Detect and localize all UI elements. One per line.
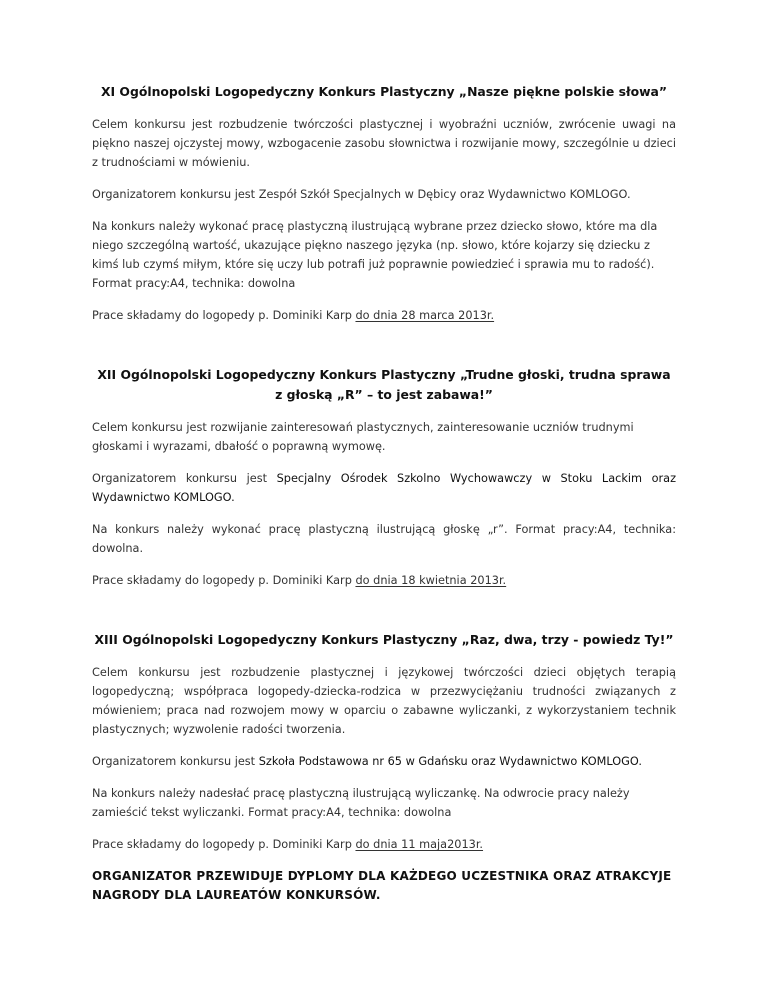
organizer-prefix: Organizatorem konkursu jest (92, 755, 259, 768)
section-goal: Celem konkursu jest rozbudzenie plastycznej i językowej twórczości dzieci objętych terapią logopedyczną; współpraca logopedy-dziecka-rodzica w przezwyciężaniu trudności związanych z mówieniem; praca nad rozwojem mowy w oparciu o zabawne wyliczanki, z wykorzystaniem technik plastycznych; wyzwolenie radości tworzenia. (92, 666, 676, 736)
section-task: Na konkurs należy nadesłać pracę plastyczną ilustrującą wyliczankę. Na odwrocie pracy należy zamieścić tekst wyliczanki. Format pracy:A4, technika: dowolna (92, 787, 630, 819)
submission-text: Prace składamy do logopedy p. Dominiki Karp (92, 838, 356, 851)
section-organizer (92, 752, 676, 771)
organizer-name: Specjalny Ośrodek Szkolno Wychowawczy w Stoku Lackim oraz Wydawnictwo KOMLOGO. (92, 472, 676, 504)
section-organizer (92, 469, 676, 507)
deadline: do dnia 11 maja2013r. (355, 838, 484, 851)
organizer-name: Zespół Szkół Specjalnych w Dębicy oraz Wydawnictwo KOMLOGO. (258, 188, 631, 201)
submission-text: Prace składamy do logopedy p. Dominiki Karp (92, 309, 356, 322)
deadline: do dnia 18 kwietnia 2013r. (355, 574, 507, 587)
section-title: XI Ogólnopolski Logopedyczny Konkurs Plastyczny „Nasze piękne polskie słowa” (100, 84, 668, 99)
section-task: Na konkurs należy wykonać pracę plastyczną ilustrującą głoskę „r”. Format pracy:A4, technika: dowolna. (92, 523, 676, 555)
organizer-name: Szkoła Podstawowa nr 65 w Gdańsku oraz Wydawnictwo KOMLOGO. (258, 755, 642, 768)
section-submission (92, 835, 676, 854)
section-title: XII Ogólnopolski Logopedyczny Konkurs Plastyczny „Trudne głoski, trudna sprawa z głoską „R” – to jest zabawa!” (97, 367, 671, 402)
closing-announcement: ORGANIZATOR PRZEWIDUJE DYPLOMY DLA KAŻDEGO UCZESTNIKA ORAZ ATRAKCYJE NAGRODY DLA LAUREATÓW KONKURSÓW. (92, 869, 672, 902)
organizer-prefix: Organizatorem konkursu jest (92, 472, 277, 485)
contest-section-xiii (92, 630, 676, 854)
section-spacer (92, 603, 676, 630)
deadline: do dnia 28 marca 2013r. (355, 309, 495, 322)
section-goal: Celem konkursu jest rozwijanie zainteresowań plastycznych, zainteresowanie uczniów trudnymi głoskami i wyrazami, dbałość o poprawną wymowę. (92, 421, 634, 453)
contest-section-xi (92, 82, 676, 325)
submission-text: Prace składamy do logopedy p. Dominiki Karp (92, 574, 356, 587)
organizer-prefix: Organizatorem konkursu jest (92, 188, 259, 201)
section-organizer (92, 185, 676, 204)
contest-section-xii (92, 365, 676, 590)
document-body (92, 82, 676, 905)
section-task: Na konkurs należy wykonać pracę plastyczną ilustrującą wybrane przez dziecko słowo, które ma dla niego szczególną wartość, ukazujące piękno naszego języka (np. słowo, które kojarzy się dziecku z kimś lub czymś miłym, które się uczy lub potrafi już poprawnie powiedzieć i sprawia mu to radość). Format pracy:A4, technika: dowolna (92, 220, 658, 290)
section-spacer (92, 338, 676, 365)
section-submission (92, 571, 676, 590)
section-goal: Celem konkursu jest rozbudzenie twórczości plastycznej i wyobraźni uczniów, zwrócenie uwagi na piękno naszej ojczystej mowy, wzbogacenie zasobu słownictwa i rozwijanie mowy, szczególnie u dzieci z trudnościami w mówieniu. (92, 118, 676, 169)
section-title: XIII Ogólnopolski Logopedyczny Konkurs Plastyczny „Raz, dwa, trzy - powiedz Ty!” (94, 632, 674, 647)
section-submission (92, 306, 676, 325)
